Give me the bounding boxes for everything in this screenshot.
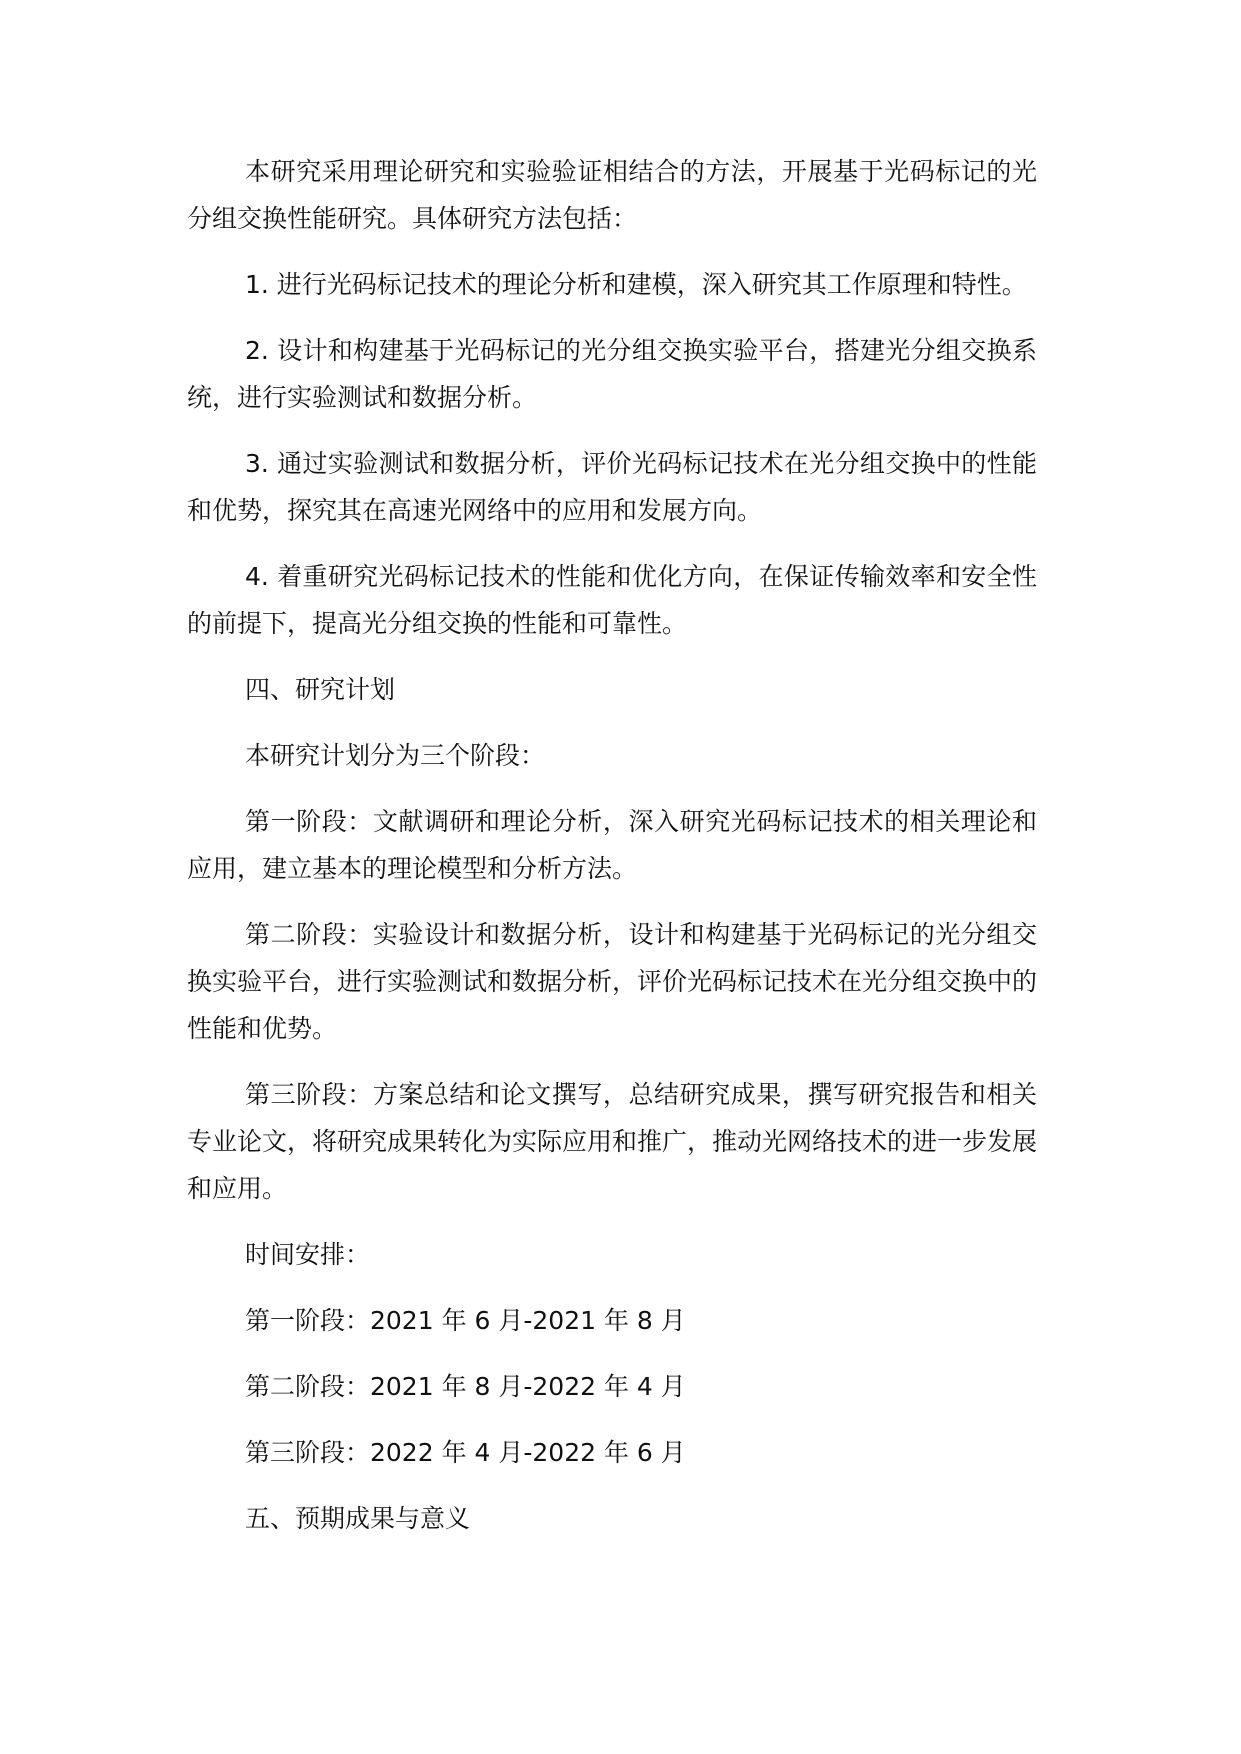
schedule-item-phase-1: 第一阶段：2021 年 6 月-2021 年 8 月 (245, 1306, 686, 1335)
schedule-item-phase-3: 第三阶段：2022 年 4 月-2022 年 6 月 (245, 1438, 686, 1467)
list-item-method-3: 3. 通过实验测试和数据分析，评价光码标记技术在光分组交换中的性能和优势，探究其在高速光网络中的应用和发展方向。 (187, 449, 1037, 525)
section-heading-research-plan: 四、研究计划 (245, 675, 396, 704)
document-body (187, 148, 1037, 1561)
paragraph-phase-2: 第二阶段：实验设计和数据分析，设计和构建基于光码标记的光分组交换实验平台，进行实验测试和数据分析，评价光码标记技术在光分组交换中的性能和优势。 (187, 920, 1038, 1043)
list-item-method-4: 4. 着重研究光码标记技术的性能和优化方向，在保证传输效率和安全性的前提下，提高光分组交换的性能和可靠性。 (187, 562, 1037, 638)
list-item-method-2: 2. 设计和构建基于光码标记的光分组交换实验平台，搭建光分组交换系统，进行实验测试和数据分析。 (187, 336, 1037, 412)
paragraph-phase-3: 第三阶段：方案总结和论文撰写，总结研究成果，撰写研究报告和相关专业论文，将研究成果转化为实际应用和推广，推动光网络技术的进一步发展和应用。 (187, 1080, 1038, 1203)
section-heading-expected-results: 五、预期成果与意义 (245, 1504, 471, 1533)
list-item-method-1: 1. 进行光码标记技术的理论分析和建模，深入研究其工作原理和特性。 (245, 270, 1027, 299)
paragraph-phase-1: 第一阶段：文献调研和理论分析，深入研究光码标记技术的相关理论和应用，建立基本的理论模型和分析方法。 (187, 807, 1037, 883)
paragraph-schedule-label: 时间安排： (245, 1240, 371, 1269)
paragraph-plan-intro: 本研究计划分为三个阶段： (245, 741, 546, 770)
paragraph-methods-intro: 本研究采用理论研究和实验验证相结合的方法，开展基于光码标记的光分组交换性能研究。具体研究方法包括： (187, 157, 1037, 233)
schedule-item-phase-2: 第二阶段：2021 年 8 月-2022 年 4 月 (245, 1372, 686, 1401)
